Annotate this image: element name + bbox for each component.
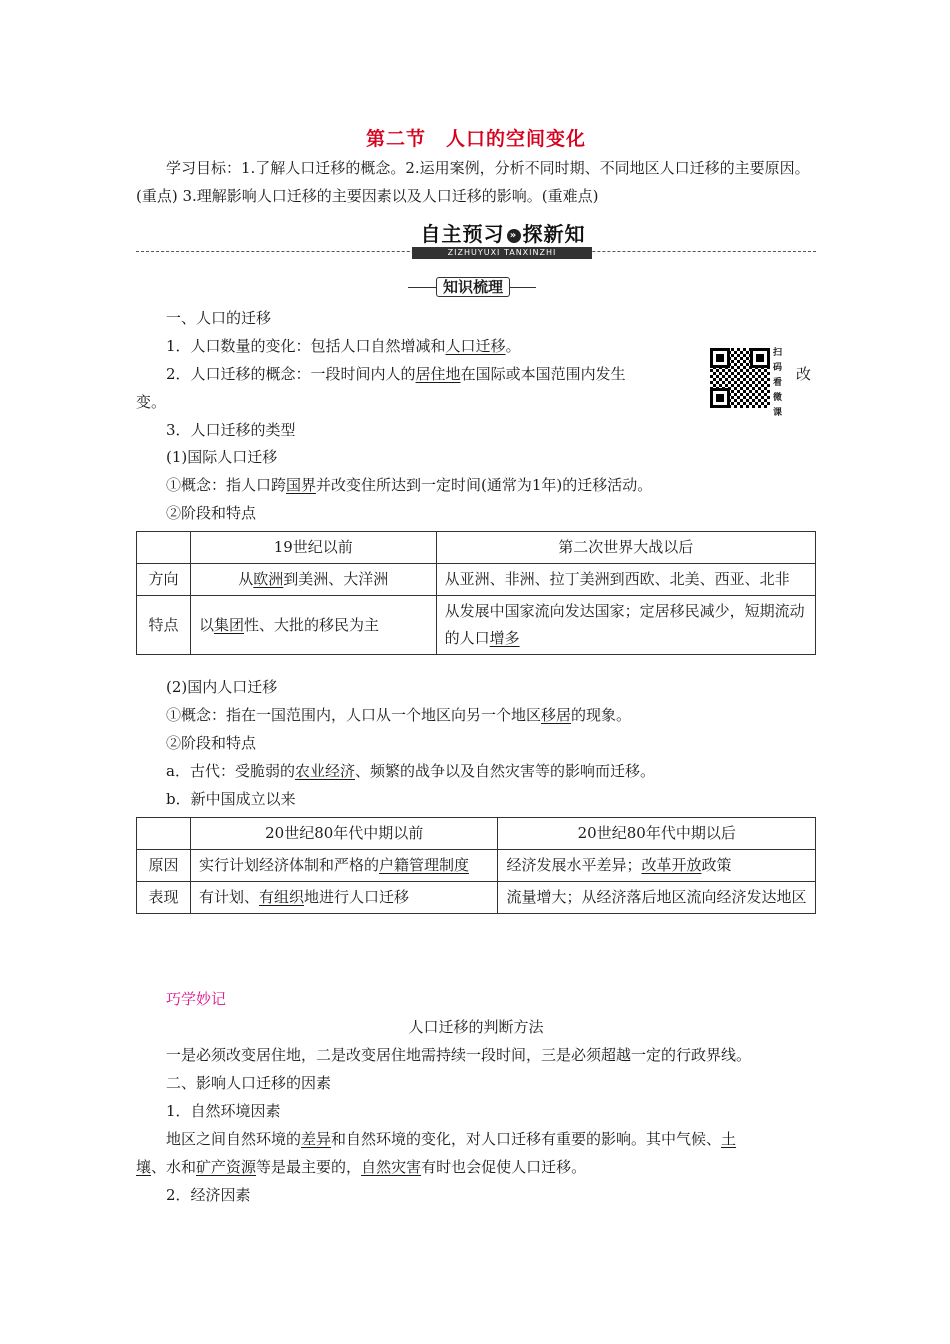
table-row: 特点 以集团性、大批的移民为主 从发展中国家流向发达国家；定居移民减少，短期流动的人口增多 bbox=[137, 596, 816, 655]
section-banner bbox=[136, 216, 816, 262]
international-migration-table bbox=[136, 531, 816, 655]
paragraph: 3．人口迁移的类型 bbox=[166, 421, 296, 439]
table-header-row: 19世纪以前 第二次世界大战以后 bbox=[137, 532, 816, 564]
domestic-migration-table bbox=[136, 817, 816, 914]
banner-title: 自主预习 » 探新知 bbox=[420, 222, 586, 246]
qr-code-icon[interactable] bbox=[710, 348, 770, 408]
paragraph: 壤、水和矿产资源等是最主要的，自然灾害有时也会促使人口迁移。 bbox=[136, 1158, 587, 1176]
paragraph: 地区之间自然环境的差异和自然环境的变化，对人口迁移有重要的影响。其中气候、土 bbox=[166, 1130, 737, 1148]
paragraph: 变。 bbox=[136, 393, 167, 411]
arrow-icon: » bbox=[507, 229, 521, 243]
knowledge-label: 知识梳理 bbox=[408, 276, 538, 298]
paragraph: ①概念：指人口跨国界并改变住所达到一定时间(通常为1年)的迁移活动。 bbox=[166, 476, 653, 494]
table-header-row: 20世纪80年代中期以前 20世纪80年代中期以后 bbox=[137, 818, 816, 850]
heading-migration: 一、人口的迁移 bbox=[166, 309, 272, 327]
paragraph: 1．自然环境因素 bbox=[166, 1102, 281, 1120]
paragraph: 1．人口数量的变化：包括人口自然增减和人口迁移。 bbox=[166, 337, 521, 355]
paragraph: a．古代：受脆弱的农业经济、频繁的战争以及自然灾害等的影响而迁移。 bbox=[166, 762, 655, 780]
page-title: 第二节 人口的空间变化 bbox=[365, 128, 586, 150]
paragraph: 2．人口迁移的概念：一段时间内人的居住地在国际或本国范围内发生 改 bbox=[166, 365, 812, 383]
table-row: 方向 从欧洲到美洲、大洋洲 从亚洲、非洲、拉丁美洲到西欧、北美、西亚、北非 bbox=[137, 564, 816, 596]
tip-heading: 巧学妙记 bbox=[166, 990, 227, 1008]
learning-goals: 学习目标：1.了解人口迁移的概念。2.运用案例，分析不同时期、不同地区人口迁移的主要原因。(重点) 3.理解影响人口迁移的主要因素以及人口迁移的影响。(重难点) bbox=[136, 159, 810, 205]
table-row: 表现 有计划、有组织地进行人口迁移 流量增大；从经济落后地区流向经济发达地区 bbox=[137, 882, 816, 914]
paragraph: (2)国内人口迁移 bbox=[166, 678, 278, 696]
qr-caption: 扫 码 看 微 课 bbox=[773, 348, 783, 418]
tip-body: 一是必须改变居住地，二是改变居住地需持续一段时间，三是必须超越一定的行政界线。 bbox=[166, 1046, 752, 1064]
paragraph: ②阶段和特点 bbox=[166, 734, 257, 752]
paragraph: ②阶段和特点 bbox=[166, 504, 257, 522]
paragraph: (1)国际人口迁移 bbox=[166, 448, 278, 466]
paragraph: b．新中国成立以来 bbox=[166, 790, 296, 808]
paragraph: ①概念：指在一国范围内，人口从一个地区向另一个地区移居的现象。 bbox=[166, 706, 632, 724]
banner-subtitle: ZIZHUYUXI TANXINZHI bbox=[412, 247, 592, 259]
table-row: 原因 实行计划经济体制和严格的户籍管理制度 经济发展水平差异；改革开放政策 bbox=[137, 850, 816, 882]
tip-title: 人口迁移的判断方法 bbox=[408, 1018, 544, 1036]
heading-factors: 二、影响人口迁移的因素 bbox=[166, 1074, 332, 1092]
paragraph: 2．经济因素 bbox=[166, 1186, 251, 1204]
